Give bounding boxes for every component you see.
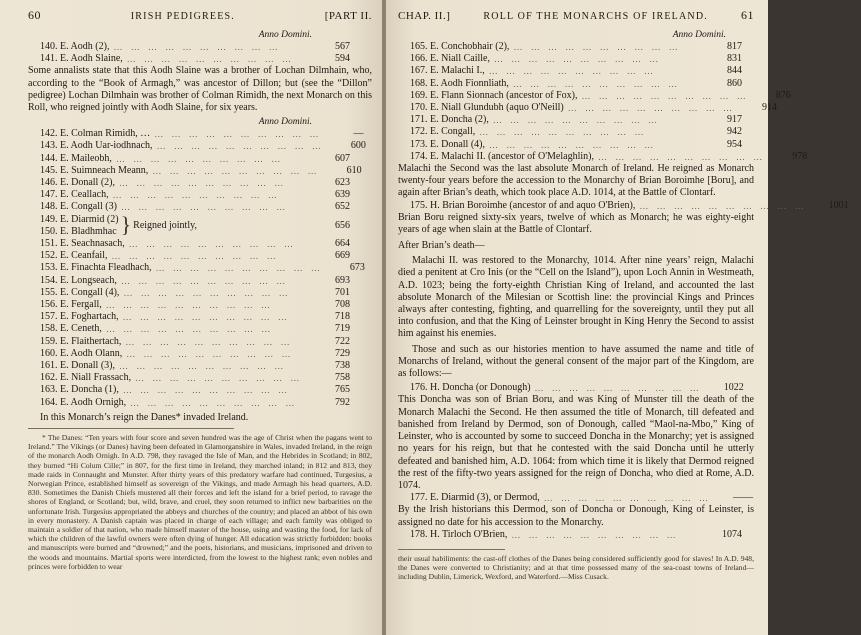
monarch-year: 652: [335, 201, 350, 213]
monarch-entry: [28, 275, 372, 287]
monarch-name: 155. E. Congall (4),: [40, 286, 120, 298]
monarch-name: 171. E. Doncha (2),: [410, 114, 489, 126]
monarch-list-1: [28, 41, 372, 65]
monarch-entry: [28, 128, 372, 140]
leader-dots: … … … … … … … … … …: [120, 202, 289, 213]
monarch-name: 164. E. Aodh Ornigh,: [40, 396, 127, 408]
left-page-number: 60: [28, 8, 41, 22]
monarch-name: 177. E. Diarmid (3), or Dermod,: [410, 492, 540, 504]
leader-dots: … … … … … … … … … …: [111, 251, 279, 262]
monarch-year: 1074: [722, 528, 742, 540]
right-page-number: 61: [741, 8, 754, 22]
leader-dots: … … … … … … … … … …: [113, 42, 281, 52]
brace-symbol: }: [120, 211, 132, 237]
monarch-year: 567: [335, 41, 350, 52]
monarch-name: 160. E. Aodh Olann,: [40, 347, 123, 359]
monarch-name: 170. E. Niall Glundubh (aquo O'Neill): [410, 102, 564, 114]
joint-reign-text: Reigned jointly,: [133, 219, 197, 231]
leader-dots: … … … … … … … … … …: [488, 66, 656, 77]
left-page: [0, 0, 384, 635]
leader-dots: … … … … … … … … … …: [126, 54, 295, 65]
anno-domini-header-right: Anno Domini.: [672, 30, 726, 40]
leader-dots: … … … … … … … … … …: [105, 324, 274, 335]
monarch-year: 738: [335, 360, 350, 372]
monarch-name: 163. E. Doncha (1),: [40, 384, 119, 396]
monarch-year: 860: [727, 77, 742, 89]
book-gutter: [382, 0, 386, 635]
leader-dots: … … … … … … … … … …: [543, 493, 711, 504]
monarch-year: 954: [727, 138, 742, 150]
monarch-entry: [398, 65, 754, 77]
monarch-entry: [398, 89, 791, 102]
monarch-year: 607: [335, 152, 350, 164]
right-running-head: [398, 8, 754, 30]
monarch-entry: [398, 126, 754, 138]
leader-dots: … … … … … … … … … …: [105, 300, 274, 311]
monarch-entry: [28, 384, 372, 396]
monarch-year: 693: [335, 274, 350, 286]
monarch-entry: [28, 397, 372, 409]
leader-dots: … … … … … … … … … …: [511, 529, 679, 540]
leader-dots: … … … … … … … … … …: [581, 90, 749, 101]
monarch-name: 161. E. Donall (3),: [40, 360, 115, 372]
monarch-year: 942: [727, 126, 742, 138]
monarch-entry: [28, 140, 372, 152]
monarch-name: 159. E. Flaithertach,: [40, 335, 122, 347]
left-part-label: [PART II.: [324, 10, 372, 22]
leader-dots: … … … … … … … … … …: [123, 287, 291, 298]
leader-dots: … … … … … … … … … …: [152, 165, 320, 176]
monarch-entry: [28, 41, 372, 53]
monarch-name: 167. E. Malachi I.,: [410, 65, 485, 77]
monarch-name: 156. E. Fergall,: [40, 299, 102, 311]
monarch-name: 145. E. Suimneach Meann,: [40, 164, 149, 176]
monarch-entry: [28, 177, 372, 189]
monarch-year: 673: [349, 262, 365, 274]
monarch-year: 623: [335, 177, 350, 189]
monarch-year: 792: [335, 396, 350, 408]
monarch-year: —: [353, 128, 364, 140]
monarch-year: 594: [335, 53, 350, 65]
leader-dots: … … … … … … … … … …: [122, 312, 290, 323]
monarch-entry: [398, 199, 849, 212]
leader-dots: … … … … … … … … … …: [125, 336, 293, 347]
monarch-year: 722: [335, 335, 350, 347]
monarch-year: 718: [335, 311, 350, 323]
monarch-name: 154. E. Longseach,: [40, 274, 117, 286]
monarch-year: 719: [335, 323, 350, 335]
monarch-year: 701: [335, 286, 350, 298]
monarch-year: 876: [775, 89, 791, 101]
leader-dots: … … … … … … … … … …: [154, 129, 322, 140]
monarch-name: 140. E. Aodh (2),: [40, 41, 110, 52]
leader-dots: … … … … … … … … … …: [115, 153, 284, 164]
monarch-year: 610: [346, 164, 362, 176]
monarchs-intro-paragraph: Those and such as our histories mention to have assumed the name and title of Monarchs of Ireland, without the general consent of the major part of the Kingdom, are as follows:—: [398, 343, 754, 380]
monarch-name: 173. E. Donall (4),: [410, 138, 485, 150]
leader-dots: … … … … … … … … … …: [119, 178, 287, 189]
monarch-entry: [398, 139, 754, 151]
monarch-entry: [398, 102, 777, 114]
monarch-name: 172. E. Congall,: [410, 126, 476, 138]
anno-domini-header: Anno Domini.: [258, 30, 312, 40]
monarch-entry: [398, 78, 754, 90]
monarch-list-2a: [28, 128, 372, 213]
aodh-slaine-paragraph: Some annalists state that this Aodh Slaine was a brother of Lochan Dilmhain, who, according to the “Book of Armagh,” was ancestor of Dillon; but (see the “Dillon” pedigree) Lochan Dilmhain was brother of Colman Rimidh, the next Monarch on this Roll, who reigned jointly with Aodh Slaine, for six years.: [28, 65, 372, 114]
monarch-name: 143. E. Aodh Uar-iodhnach,: [40, 140, 153, 152]
right-page: [384, 0, 849, 635]
monarch-year: 1022: [723, 382, 744, 394]
monarch-year: 639: [335, 189, 350, 201]
leader-dots: … … … … … … … … … …: [494, 54, 662, 65]
monarch-year: 765: [335, 384, 350, 396]
monarch-entry: [398, 114, 754, 126]
monarch-name: 175. H. Brian Boroimhe (ancestor of and aquo O'Brien),: [410, 199, 636, 211]
monarch-name: 165. E. Conchobhair (2),: [410, 41, 510, 52]
monarch-name: 178. H. Tirloch O'Brien,: [410, 528, 508, 540]
leader-dots: … … … … … … … … … …: [513, 42, 681, 52]
monarch-name: 141. E. Aodh Slaine,: [40, 53, 123, 65]
monarch-year: 758: [335, 372, 350, 384]
monarch-year: 844: [727, 65, 742, 77]
right-page-title: ROLL OF THE MONARCHS OF IRELAND.: [483, 11, 708, 22]
leader-dots: … … … … … … … … … …: [120, 275, 289, 286]
monarch-name: 158. E. Ceneth,: [40, 323, 102, 335]
leader-dots: … … … … … … … … … …: [128, 239, 296, 250]
monarch-entry: [28, 299, 372, 311]
joint-name-1: 149. E. Diarmid (2): [40, 213, 119, 225]
monarch-name: 144. E. Maileobh,: [40, 152, 112, 164]
leader-dots: … … … … … … … … … …: [112, 190, 280, 201]
danes-footnote: * The Danes: “Ten years with four score and seven hundred was the age of Christ when the pagans went to Ireland.” The Vikings (or Danes) having been defeated in Glamorganshire in Wales, invaded Ireland, in the reign of the monarch Aodh Ornigh. In A.D. 798, they ravaged the Isle of Man, and the Hebrides in Scotland; in 802, they burned “Hi Colum Cille;” in 807, for the first time in Ireland, they marched inland; in 812 and 813, they made raids in Connaught and Munster. After thirty years of this predatory warfare had continued, Turgesius, a Norwegian Prince, established himself as sovereign of the Vikings, and made Armagh his head quarters, A.D. 830. Sometimes the Danish Chiefs mustered all their forces and left the island for a brief period, to ravage the shores of England, or Scotland; but, wild, brave, and cruel, they soon returned to inflict new barbarities on the unfortunate Irish. Turgesius appropriated the abbeys and churches of the country; and placed an abbot of his own in every monastery. A Danish captain was placed in charge of each village; and each family was obliged to maintain a soldier of that nation, who made himself master of the house, using and wasting the food, for lack of which the children of the lawful owners were often dying of hunger. All education was strictly forbidden: books and manuscripts were burned and “drowned;” and the poets, historians, and musicians, imprisoned and driven to the woods and mountains. Martial sports were interdicted, from the lowest to the highest rank; even nobles and princes were forbidden to wear: [28, 432, 372, 571]
monarch-entry: [28, 165, 372, 177]
malachi-restored-paragraph: Malachi II. was restored to the Monarchy, 1014. After nine years’ reign, Malachi died a penitent at Cro Inis (or the “Cell on the Island”), upon Loch Annin in Westmeath, A.D. 1023; being the forty-eighth Christian King of Ireland, and accounted the last absolute Monarch of the Milesian or Scottish line: the provincial Kings and Princes always after contesting, fighting, and quarrelling for the sovereignty, until they put all into confusion, and that the King of Leinster brought in King Henry the Second to assist him against his enemies.: [398, 255, 754, 340]
leader-dots: … … … … … … … … … …: [119, 361, 287, 372]
monarch-entry: [28, 53, 372, 65]
monarch-name: 169. E. Flann Sionnach (ancestor of Fox),: [410, 89, 578, 101]
leader-dots: … … … … … … … … … …: [512, 78, 681, 89]
leader-dots: … … … … … … … … … …: [534, 383, 702, 394]
monarch-name: 151. E. Seachnasach,: [40, 238, 125, 250]
monarch-year: 917: [727, 114, 742, 126]
monarch-name: 157. E. Foghartach,: [40, 311, 119, 323]
leader-dots: … … … … … … … … … …: [135, 373, 303, 384]
doncha-paragraph: This Doncha was son of Brian Boru, and was King of Munster till the death of the Monarch Malachi the Second. He then assumed the title of Monarch, till defeated and banished from Ireland by Dermod, son of Donough, called “Maol-na-Mbo,” King of Leinster, who is accounted by some to succeed Doncha in the Monarchy; yet is assigned no years for his reign, but that he contested with the said Doncha until he utterly defeated and banished him, A.D. 1064: from which time it is likely that Dermod reigned the rest of the fifty-two years assigned for the reign of Doncha, who died at Rome, A.D. 1074.: [398, 394, 754, 491]
joint-reign-year: 656: [335, 219, 350, 231]
monarch-year: 708: [335, 299, 350, 311]
after-brian-line: After Brian’s death—: [398, 240, 485, 252]
leader-dots: … … … … … … … … … …: [126, 348, 294, 359]
monarch-year: 1001: [828, 199, 849, 211]
monarch-name: 162. E. Niall Frassach,: [40, 372, 132, 384]
monarch-entry: [28, 238, 372, 250]
monarch-name: 176. H. Doncha (or Donough): [410, 382, 531, 394]
monarch-year: 600: [350, 140, 366, 152]
right-footnote: their usual habiliments: the cast-off clothes of the Danes being considered sufficiently good for slaves! In A.D. 948, the Danes were converted to Christianity; and at that time possessed many of the sea-coast towns of Ireland—including Dublin, Limerick, Wexford, and Waterford.—Miss Cusack.: [398, 553, 754, 582]
monarch-year: 914: [761, 102, 777, 114]
leader-dots: … … … … … … … … … …: [489, 139, 657, 150]
joint-reign-names: [40, 214, 119, 238]
brian-boru-paragraph: Brian Boru reigned sixty-six years, twelve of which as Monarch; he was eighty-eight years of age when slain at the Battle of Clontarf.: [398, 211, 754, 236]
monarch-entry: [398, 53, 754, 65]
leader-dots: … … … … … … … … … …: [130, 397, 298, 408]
monarch-year: ——: [732, 492, 753, 504]
monarch-name: 146. E. Donall (2),: [40, 177, 115, 189]
monarch-entry: [28, 287, 372, 299]
monarch-entry: [28, 189, 372, 201]
monarch-entry: [28, 360, 372, 372]
monarch-name: 153. E. Finachta Fleadhach,: [40, 262, 152, 274]
monarch-entry: [398, 492, 754, 504]
monarch-year: 978: [792, 150, 808, 162]
monarch-name: 152. E. Ceanfail,: [40, 250, 108, 262]
danes-invasion-line: In this Monarch’s reign the Danes* invaded Ireland.: [40, 411, 249, 423]
monarch-year: 664: [335, 238, 350, 250]
leader-dots: … … … … … … … … … …: [492, 115, 661, 126]
monarch-entry: [28, 323, 372, 335]
monarch-entry: [28, 153, 372, 165]
monarch-entry: [28, 201, 372, 213]
monarch-entry: [28, 336, 372, 348]
monarch-name: 174. E. Malachi II. (ancestor of O'Melaghlin),: [410, 150, 594, 162]
monarch-name: 168. E. Aodh Fionnliath,: [410, 77, 509, 89]
monarch-entry: [28, 372, 372, 384]
monarch-name: 147. E. Ceallach,: [40, 189, 109, 201]
leader-dots: … … … … … … … … … …: [122, 385, 291, 396]
monarch-list-right: [398, 41, 808, 163]
monarch-list-2b: [28, 238, 372, 409]
dermod-paragraph: By the Irish historians this Dermod, son of Doncha or Donough, King of Leinster, is assigned no date for his accession to the Monarchy.: [398, 504, 754, 528]
monarch-year: 831: [727, 53, 742, 65]
leader-dots: … … … … … … … … … …: [156, 141, 324, 152]
monarch-entry: [398, 382, 754, 394]
left-running-head: [28, 8, 372, 30]
leader-dots: … … … … … … … … … …: [155, 263, 323, 274]
monarch-entry: [398, 529, 754, 541]
leader-dots: … … … … … … … … … …: [639, 200, 807, 211]
monarch-entry: [28, 348, 372, 360]
monarch-year: 817: [727, 41, 742, 52]
joint-reign-entry: [28, 211, 372, 238]
monarch-name: 142. E. Colman Rimidh, …: [40, 128, 151, 140]
leader-dots: … … … … … … … … … …: [597, 151, 766, 162]
monarch-year: 729: [335, 347, 350, 359]
monarch-entry: [398, 150, 808, 163]
footnote-rule: [28, 428, 234, 429]
monarch-entry: [28, 250, 372, 262]
right-chapter-label: CHAP. II.]: [398, 10, 451, 22]
monarch-name: 166. E. Niall Caille,: [410, 53, 490, 65]
monarch-name: 148. E. Congall (3): [40, 201, 117, 213]
left-page-title: IRISH PEDIGREES.: [130, 11, 235, 22]
leader-dots: … … … … … … … … … …: [479, 127, 647, 138]
monarch-entry: [28, 262, 372, 274]
anno-domini-header-2: Anno Domini.: [258, 117, 312, 128]
monarch-entry: [398, 41, 754, 53]
monarch-year: 669: [335, 250, 350, 262]
monarch-entry: [28, 311, 372, 323]
leader-dots: … … … … … … … … … …: [567, 103, 735, 114]
joint-name-2: 150. E. Bladhmhac: [40, 225, 117, 237]
right-footnote-rule: [398, 549, 505, 550]
malachi-paragraph: Malachi the Second was the last absolute Monarch of Ireland. He reigned as Monarch twenty-four years before the accession to the Monarchy of Brian Boroimhe [Boru], and again after Brian’s death, which took place A.D. 1014, at the Battle of Clontarf.: [398, 163, 754, 199]
